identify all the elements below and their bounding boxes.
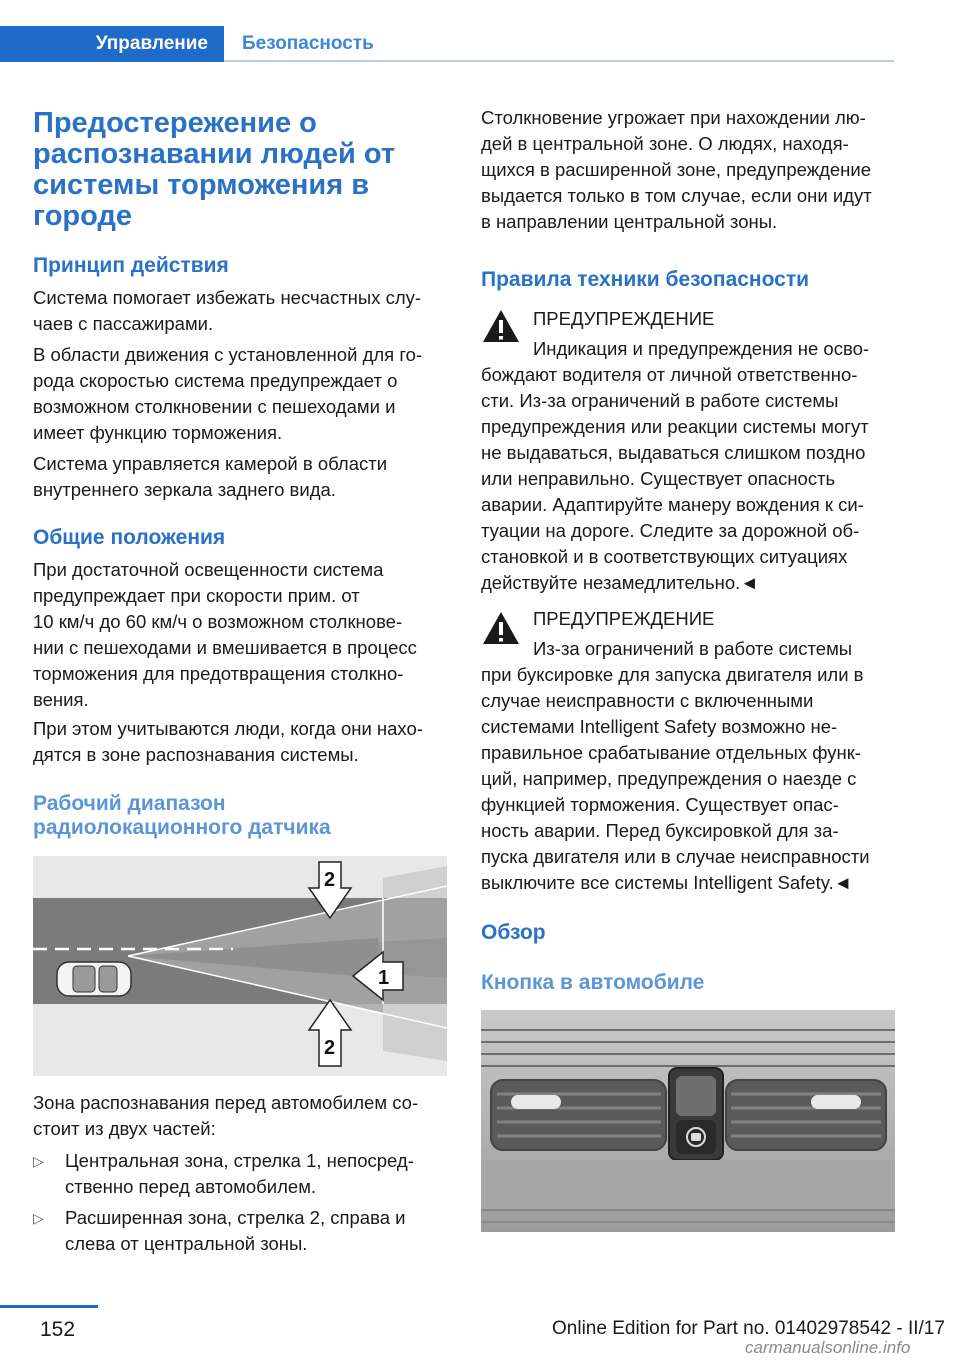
paragraph: Зона распознавания перед автомобилем со‐ стоит из двух частей: bbox=[33, 1092, 419, 1139]
paragraph: Система помогает избежать несчастных слу‐ чаев с пассажирами. bbox=[33, 287, 422, 334]
warning-text: Индикация и предупреждения не осво‐ бождают водителя от личной ответственно‐ сти. Из-за ограничений в работе системы предупреждения или реакции системы могут не выдаваться, выдаваться слишком поздно или неправильно. Существует опасность аварии. Адаптируйте манеру вождения к си‐ туации на дороге. Следите за дорожной об‐ становкой и в соответствующих ситуациях действуйте незамедлительно.◄ bbox=[481, 338, 870, 593]
edition-text: Online Edition for Part no. 01402978542 - II/17 bbox=[552, 1318, 945, 1339]
heading-knopka: Кнопка в автомобиле bbox=[481, 971, 705, 994]
page-title: Предостережение о распознавании людей от системы торможения в городе bbox=[33, 107, 396, 232]
tab-upravlenie[interactable]: Управление bbox=[0, 26, 224, 62]
button-photo bbox=[481, 1010, 895, 1232]
paragraph: При достаточной освещенности система предупреждает при скорости прим. от 10 км/ч до 60 км/ч о возможном столкнове‐ нии с пешеходами и вмешивается в процесс торможения для предотвращения столкно‐ вения. bbox=[33, 559, 417, 710]
heading-obzor: Обзор bbox=[481, 921, 546, 944]
paragraph: При этом учитываются люди, когда они нахо‐ дятся в зоне распознавания системы. bbox=[33, 718, 423, 765]
diagram-label-2-bottom: 2 bbox=[324, 1037, 336, 1059]
triangle-bullet-icon: ▷ bbox=[33, 1153, 44, 1169]
paragraph: Система управляется камерой в области внутреннего зеркала заднего вида. bbox=[33, 453, 388, 500]
car-icon bbox=[57, 962, 131, 996]
diagram-label-1: 1 bbox=[378, 967, 390, 989]
footer-rule bbox=[0, 1305, 98, 1308]
heading-princip: Принцип действия bbox=[33, 254, 229, 277]
paragraph: Столкновение угрожает при нахождении лю‐ дей в центральной зоне. О людях, находя‐ щихся в расширенной зоне, предупреждение выдается только в том случае, если они идут в направлении центральной зоны. bbox=[481, 107, 872, 232]
diagram-label-2-top: 2 bbox=[324, 869, 336, 891]
page-number: 152 bbox=[40, 1318, 76, 1341]
triangle-bullet-icon: ▷ bbox=[33, 1210, 44, 1226]
paragraph: В области движения с установленной для го‐ рода скоростью система предупреждает о возможном столкновении с пешеходами и имеет функцию торможения. bbox=[33, 344, 423, 443]
warning-title: ПРЕДУПРЕЖДЕНИЕ bbox=[533, 308, 715, 329]
heading-pravila: Правила техники безопасности bbox=[481, 268, 810, 291]
warning-text: Из-за ограничений в работе системы при буксировке для запуска двигателя или в случае неисправности с включенными системами Intelligent Safety возможно не‐ правильное срабатывание отдельных функ‐ ций, например, предупреждения о наезде с функцией торможения. Существует опас‐ ность аварии. Перед буксировкой для за‐ пуска двигателя или в случае неисправности выключите все системы Intelligent Safety.◄ bbox=[481, 638, 870, 893]
radar-range-diagram bbox=[33, 856, 447, 1076]
heading-obshchie: Общие положения bbox=[33, 526, 226, 549]
heading-rabochiy-diapazon: Рабочий диапазон радиолокационного датчика bbox=[33, 792, 331, 839]
tab-bezopasnost[interactable]: Безопасность bbox=[224, 26, 894, 62]
warning-title: ПРЕДУПРЕЖДЕНИЕ bbox=[533, 608, 715, 629]
header-tabs bbox=[0, 26, 960, 64]
watermark: carmanualsonline.info bbox=[745, 1338, 911, 1357]
